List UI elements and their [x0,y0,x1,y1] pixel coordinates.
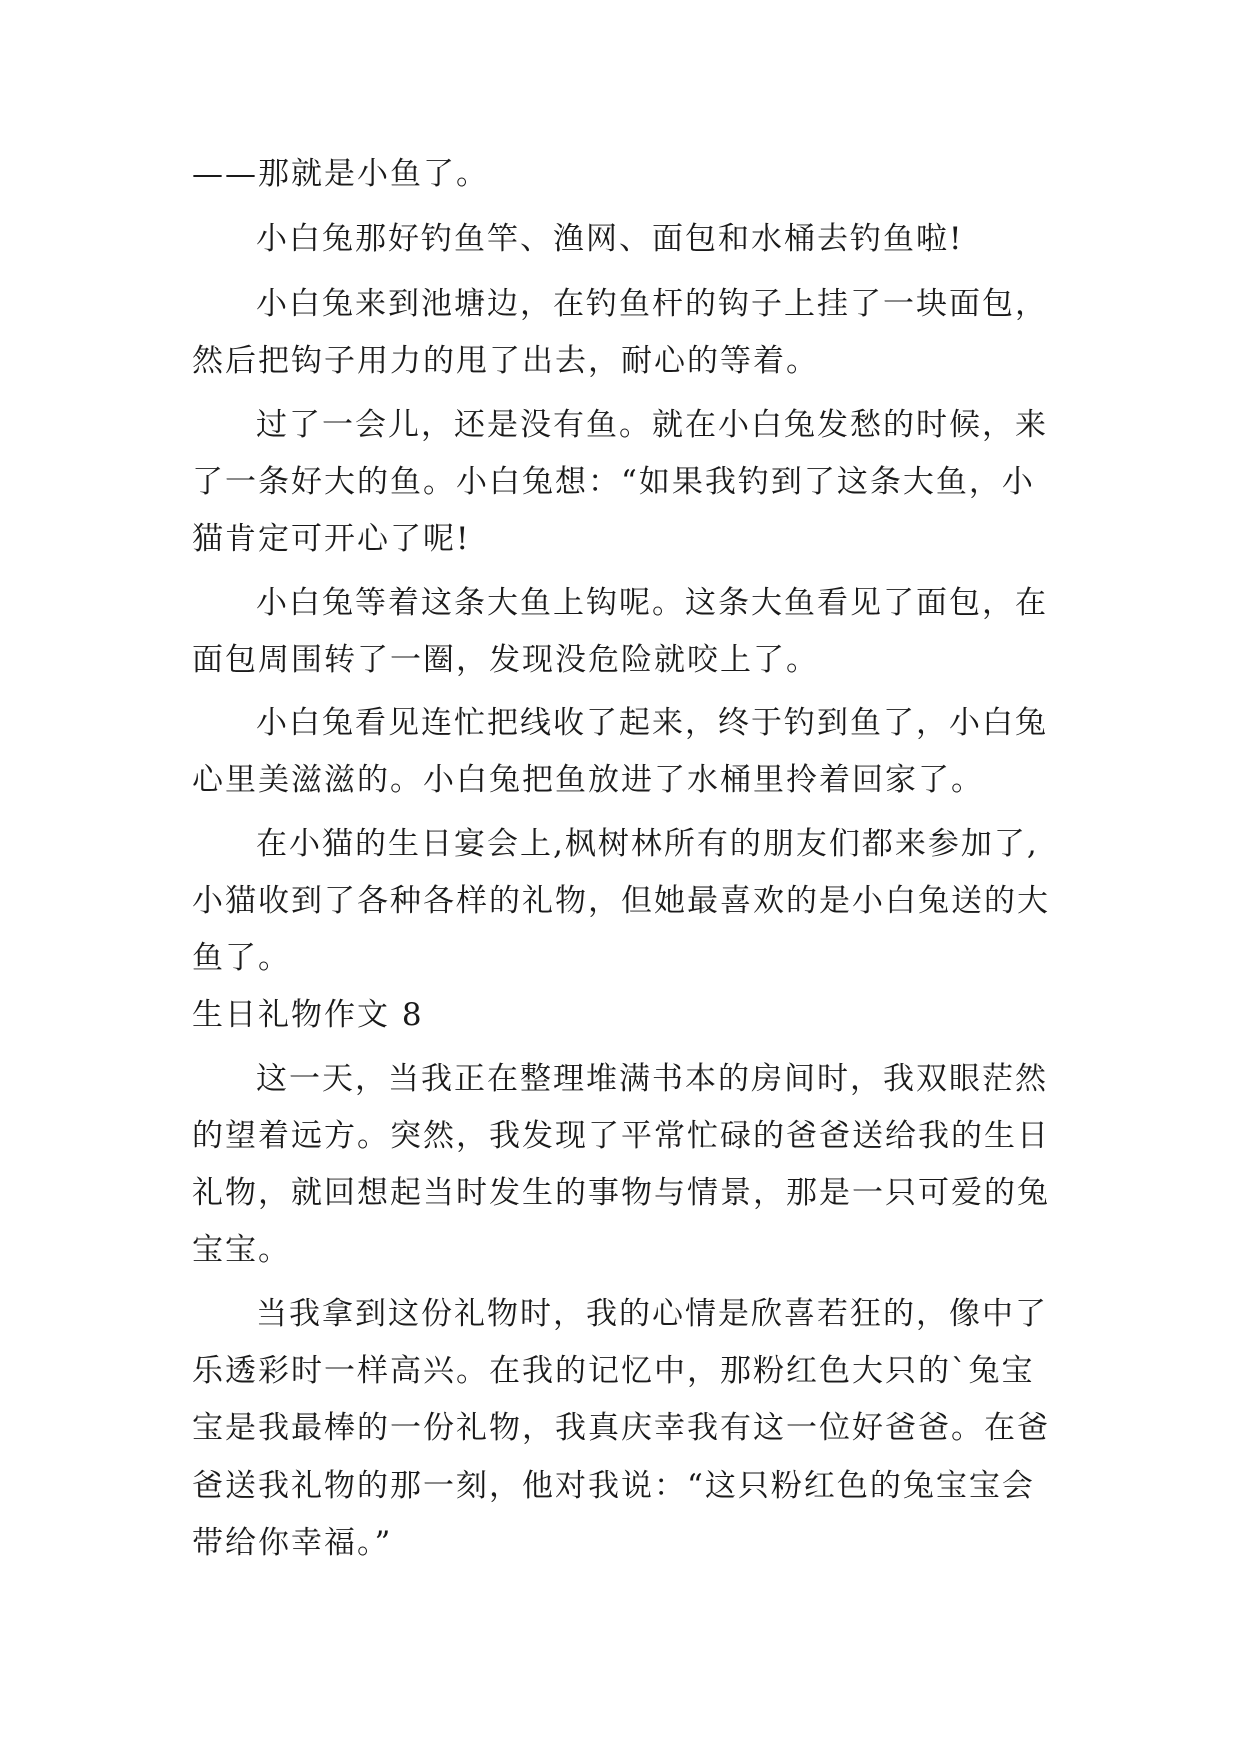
text-line: 乐透彩时一样高兴。在我的记忆中，那粉红色大只的`兔宝 [192,1353,1035,1389]
text-line: 宝是我最棒的一份礼物，我真庆幸我有这一位好爸爸。在爸 [192,1410,1050,1446]
text-line: 了一条好大的鱼。小白兔想：“如果我钓到了这条大鱼，小 [192,464,1035,500]
text-line: 心里美滋滋的。小白兔把鱼放进了水桶里拎着回家了。 [192,762,984,798]
text-line: 然后把钩子用力的甩了出去，耐心的等着。 [192,343,819,379]
section-heading: 生日礼物作文 8 [192,997,424,1033]
text-line: 面包周围转了一圈，发现没危险就咬上了。 [192,642,819,678]
text-line: 礼物，就回想起当时发生的事物与情景，那是一只可爱的兔 [192,1175,1050,1211]
text-line: ——那就是小鱼了。 [192,156,489,192]
text-line: 鱼了。 [192,940,291,976]
paragraph-start: 小白兔那好钓鱼竿、渔网、面包和水桶去钓鱼啦! [256,221,964,257]
paragraph-start: 小白兔看见连忙把线收了起来，终于钓到鱼了，小白兔 [256,705,1048,741]
text-line: 的望着远方。突然，我发现了平常忙碌的爸爸送给我的生日 [192,1118,1050,1154]
paragraph-start: 小白兔等着这条大鱼上钩呢。这条大鱼看见了面包，在 [256,585,1048,621]
paragraph-start: 在小猫的生日宴会上,枫树林所有的朋友们都来参加了, [256,826,1039,862]
text-line: 爸送我礼物的那一刻，他对我说：“这只粉红色的兔宝宝会 [192,1468,1035,1504]
text-line: 猫肯定可开心了呢! [192,521,471,557]
paragraph-start: 小白兔来到池塘边，在钓鱼杆的钩子上挂了一块面包， [256,286,1048,322]
text-line: 宝宝。 [192,1232,291,1268]
paragraph-start: 这一天，当我正在整理堆满书本的房间时，我双眼茫然 [256,1061,1048,1097]
paragraph-start: 过了一会儿，还是没有鱼。就在小白兔发愁的时候，来 [256,407,1048,443]
paragraph-start: 当我拿到这份礼物时，我的心情是欣喜若狂的，像中了 [256,1296,1048,1332]
text-line: 小猫收到了各种各样的礼物，但她最喜欢的是小白兔送的大 [192,883,1050,919]
text-line: 带给你幸福。” [192,1525,393,1561]
